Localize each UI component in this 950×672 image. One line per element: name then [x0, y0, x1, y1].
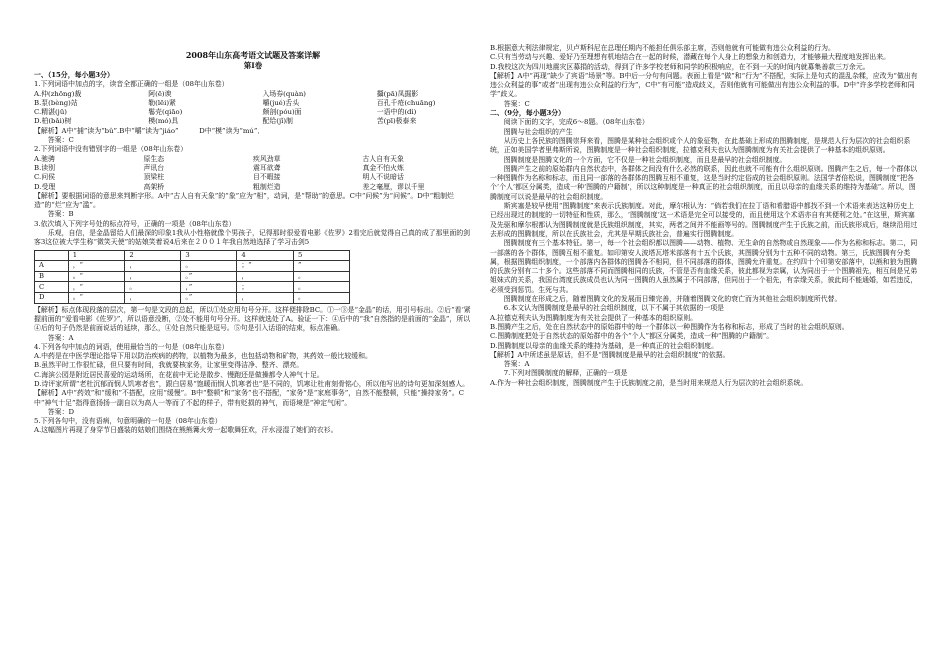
q2-option-b-4: 真金不怕火炼	[362, 163, 404, 172]
q2-option-a-2: 原生态	[143, 154, 165, 163]
q2-option-b-1: B.读别	[34, 163, 56, 172]
table-cell: ；	[237, 282, 294, 293]
q2-options-d	[34, 183, 472, 192]
passage-paragraph: 图腾制度是图腾文化的一个方面，它不仅是一种社会组织制度，而且是最早的社会组织制度。	[503, 155, 787, 164]
table-header-row	[35, 250, 350, 261]
q1-option-b-1: B.泵(bèng)站	[34, 98, 78, 107]
table-cell: 。	[181, 261, 237, 272]
table-header-cell: 5	[294, 250, 350, 261]
table-cell: C	[35, 282, 69, 293]
passage-paragraph: 图腾制度在形成之后，随着图腾文化的发展而日臻完善，并随着图腾文化的衰亡而为其他社会组织制度所代替。	[503, 295, 842, 304]
q3-punctuation-table	[34, 250, 350, 304]
table-cell: 。”	[181, 293, 237, 304]
table-row	[35, 293, 350, 304]
q1-option-b-3: 嚼(jué)舌头	[262, 98, 300, 107]
table-cell: 。	[294, 282, 350, 293]
q1-option-c-4: 一语中的(dì)	[376, 108, 417, 117]
table-cell: ，	[125, 271, 181, 282]
q2-option-c-1: C.问侯	[34, 173, 55, 182]
table-cell: ，	[125, 261, 181, 272]
q2-option-d-4: 差之毫厘，谬以千里	[362, 182, 425, 191]
table-cell: 。“	[68, 271, 125, 282]
volume-label: 第Ⅰ卷	[243, 61, 263, 70]
q3-analysis: 【解析】标点体现段落的层次，第一句是文段的总起，所以①处应用句号分开。这样便排除BC。①一③是“金晶”的话，用引号标出。②后“看‘紧握前面的“爱看电影《佐罗》”，所以语意没断，②处不能用句号分开。这样就选处了A。验证一下：④后中的“我”自然指的是前面的“金晶”，所以④后的句子仍然是前面说话的延续，那么，④处自然只能是逗号。⑤句是引入话语的结束，标点准确。	[34, 305, 471, 333]
table-cell: ，“	[68, 282, 125, 293]
q6-option-b: B.图腾产生之后，处在自然状态中的原始群中的每一个群体以一种图腾作为名称和标志，形成了当时的社会组织原则。	[490, 322, 849, 331]
section-2-title: 二、（9分，每小题3分）	[490, 109, 566, 118]
q4-option-c: C.海滨公园是附近居民喜爱的运动场所，在花前中无论是散步、慢跑还是做操都令人神气十足。	[34, 370, 324, 379]
q2-option-d-2: 高架桥	[143, 182, 165, 191]
q4-answer: 答案：D	[47, 407, 74, 416]
q1-stem: 1.下列词语中加点的字，读音全都正确的一组是（08年山东卷）	[34, 80, 229, 89]
q2-option-d-1: D.受理	[34, 182, 56, 191]
q2-options-b	[34, 164, 472, 173]
table-cell: 。	[294, 293, 350, 304]
q5-option-a: A.这幅图片再现了身穿节日盛装的姑娘们围绕在熊熊篝火旁一起歌舞狂欢，汗水浸湿了她们的衣衫。	[34, 426, 338, 435]
q7-stem: 7.下列对图腾制度的解释，正确的一项是	[503, 369, 628, 378]
table-header-cell: 3	[181, 250, 237, 261]
table-cell: ”	[294, 261, 350, 272]
table-cell: ，	[237, 293, 294, 304]
q4-option-a: A.中药是在中医学理论指导下用以防治疾病的药物，以植物为最多，也包括动物和矿物，其药效一般比较缓和。	[34, 352, 372, 361]
q6-analysis: 【解析】A中所述虽是原话，但不是“图腾制度是最早的社会组织制度”的依据。	[490, 350, 730, 359]
q5-option-d: D.我校这次为四川地震灾区募捐的活动，得到了许多学校老师和同学的积极响应，在不到一天的时间内就募集善款三万余元。	[490, 62, 870, 71]
q1-option-a-3: 入场券(quàn)	[262, 89, 306, 98]
table-cell: ，	[125, 293, 181, 304]
table-cell: ，“	[68, 261, 125, 272]
table-cell: ；“	[237, 261, 294, 272]
q2-options-a	[34, 155, 472, 164]
section-1-title: 一、（15分，每小题3分）	[34, 71, 114, 79]
q5-analysis: 【解析】A中“再现”缺少了宾语“场景”等。B中后一分句有问题。表面上看是“做”和“行为”不搭配，实际上是句式的混乱杂糅，应改为“做出有违公众利益的事”或者“出现有违公众利益的行为”，C中“有可能”造成歧义，否则他就有可能做出有违公众利益的事。D中“许多学校老师和同学”歧义。	[490, 71, 918, 99]
q5-answer: 答案：C	[503, 99, 530, 108]
passage-paragraph: 斯宾塞是较早使用“图腾制度”来表示氏族制度。对此，摩尔根认为：“倘若我们在拉丁语和希腊语中都找不到一个术语来表达这种历史上已经出现过的制度的一切特征和性质，那么，‘图腾制度’这一术语是完全可以接受的，而且使用这个术语亦自有其便利之处。”在这里，斯宾塞及先驱和摩尔根都认为图腾制度就是氏族组织制度，其实，两者之间并不能画等号的。图腾制度产生于氏族之前，而氏族形成后，继续沿用过去形成的图腾制度，所以在氏族社会，尤其是早期氏族社会，普遍实行图腾制度。	[490, 202, 918, 238]
table-cell: B	[35, 271, 69, 282]
q1-option-c-1: C.精湛(jū)	[34, 108, 67, 117]
q1-options-a	[34, 90, 472, 99]
passage-paragraph: 图腾产生之前的原始群内自然状态中，各群体之间没有什么必然的联系，因此也就不可能有什么组织原则。图腾产生之后，每一个群体以一种图腾作为名称和标志，而且同一部落的各群体的图腾互相不重复，这是当时约定俗成的社会组织原则。法国学者倍松说，图腾制度“把各个‘个人’都区分属类，造成一种‘图腾的户籍制’，所以这种制度是一种真正的社会组织制度，而且以母亲的血缘关系的维持为基础”。所以，图腾制度可以说是最早的社会组织制度。	[490, 164, 918, 201]
q4-option-d: D.诗评家所谓“老杜沉郁而悯人饥寒者也”，跟白居易“饱暖而悯人饥寒者也”是不同的，饥寒让杜甫刻骨铭心，所以他写出的诗句更加深刻感人。	[34, 379, 469, 388]
q6-option-a: A.拉德克利夫认为图腾制度为有关社会提供了一种基本的组织原则。	[490, 313, 697, 322]
q2-option-c-4: 明人不说暗话	[362, 173, 404, 182]
left-column	[34, 71, 472, 436]
q1-option-d-1: D.柏(bǎi)树	[34, 117, 72, 126]
table-row	[35, 282, 350, 293]
q1-option-b-4: 百孔千疮(chuāng)	[376, 98, 436, 107]
q2-option-a-1: A.驰骋	[34, 154, 55, 163]
q2-option-d-3: 粗制烂造	[253, 182, 281, 191]
page-title: 2008年山东高考语文试题及答案详解	[185, 50, 321, 60]
table-cell: ，”	[181, 282, 237, 293]
q4-stem: 4.下列各句中加点的词语，使用最恰当的一句是（08年山东卷）	[34, 342, 229, 351]
table-cell: 。”	[181, 271, 237, 282]
q5-option-b: B.根据意大利法律规定，贝卢斯科尼在总理任期内不能担任俱乐部主席，否则他就有可能做有违公众利益的行为。	[490, 44, 835, 52]
q1-option-a-1: A.仲(zhōng)裁	[34, 89, 82, 98]
table-row	[35, 271, 350, 282]
q1-option-d-4: 苦(pī)极泰来	[376, 117, 417, 126]
table-header-cell	[35, 250, 69, 261]
q1-option-c-2: 鬈壳(qiāo)	[148, 108, 183, 117]
q1-option-a-4: 攝(pā)凤掘影	[376, 89, 419, 98]
table-header-cell: 2	[125, 250, 181, 261]
section-2-intro: 阅读下面的文字，完成6～8题。（08年山东卷）	[503, 118, 649, 127]
q2-analysis: 【解析】要根据词语的意思来判断字形。A中“古人自有天象”的“象”应为“相”，动词，是“帮助”的意思。C中“问候”为“问候”。D中“粗制烂造”的“烂”应为“滥”。	[34, 191, 454, 210]
table-cell: A	[35, 261, 69, 272]
q7-option-a: A.作为一种社会组织制度，图腾制度产生于氏族制度之前，是当时用来规范人行为层次的社会组织系统。	[490, 378, 808, 387]
q2-option-c-3: 目不暇接	[253, 173, 281, 182]
table-cell: 。	[294, 271, 350, 282]
q6-option-c: C.图腾制度把处于自然状态的原始群中的各个“个人”都区分属类，造成一种“图腾的户籍制”。	[490, 332, 774, 341]
q1-option-d-3: 配给(jǐ)制	[262, 117, 293, 126]
q1-answer: 答案：C	[47, 136, 74, 145]
q1-option-c-3: 颇剖(póu)面	[262, 108, 302, 117]
q2-option-a-3: 疾风劲草	[253, 154, 281, 163]
q6-option-d: D.图腾制度以母亲的血缘关系的维持为基础，是一种真正的社会组织制度。	[490, 341, 718, 350]
q6-stem: 6.本文认为图腾制度是最早的社会组织制度，以下不属于其依据的一项是	[503, 304, 724, 313]
q5-option-c: C.只有当劳动与兴趣、爱好乃至理想有机地结合在一起的时候，潜藏在每个人身上的想象力和创造力，才能够最大程度地发挥出来。	[490, 53, 890, 62]
table-row	[35, 261, 350, 272]
q4-option-b: B.虽然平时工作很忙碌，但只要有时间，我就要核家务，让家里变得洁净、整齐、漂亮。	[34, 361, 304, 370]
q2-option-b-2: 声讯台	[143, 163, 165, 172]
table-cell: D	[35, 293, 69, 304]
q3-stem: 3.依次填入下列字号处的标点符号，正确的一项是（08年山东卷）	[34, 219, 236, 228]
q1-option-a-2: 阿(ē)谀	[148, 89, 172, 98]
q3-passage: 乐观，自信，是金晶留给人们最深的印象1我从小性格就像个男孩子，记得那时很爱看电影《佐罗》2看完后就觉得自己真的成了那里面的剑客3这位被大学生称“微笑天使”的姑娘笑着说4后来在２００１年我自然地选择了学习击剑5	[34, 229, 470, 247]
table-cell: 。	[125, 282, 181, 293]
q4-analysis: 【解析】A中“药效”和“缓和”不搭配，应用“缓慢”。B中“整顿”和“家务”也不搭配，“家务”是“家庭事务”，自然不能整顿，只能“操持家务”。C中“神气十足”指得意扬扬一副自以为高人一等而了不起的样子，带有贬损的神气，而语境是“神定气闲”。	[34, 389, 464, 407]
right-column	[490, 44, 920, 388]
q1-option-d-2: 模(mó)具	[148, 117, 179, 126]
passage-paragraph: 从历史上各民族的图腾崇拜来看，图腾是某种社会组织或个人的象征物，在此基础上形成的图腾制度，是规范人行为层次的社会组织系统，正如美国学者里弗斯所说，图腾制度是一种社会组织制度，拉德克利夫也认为图腾制度为有关社会提供了一种基本的组织原则。	[490, 136, 911, 155]
table-cell: 。“	[68, 293, 125, 304]
q6-answer: 答案：A	[503, 360, 530, 369]
q2-option-c-2: 顶梁柱	[143, 173, 165, 182]
q2-options-c	[34, 173, 472, 182]
table-header-cell: 1	[68, 250, 125, 261]
q5-stem: 5.下列各句中，没有语病，句意明确的一句是（08年山东卷）	[34, 417, 222, 426]
q1-options-d	[34, 117, 472, 126]
q2-stem: 2.下列词语中没有错别字的一组是（08年山东卷）	[34, 145, 188, 154]
q1-analysis: 【解析】A中“捕”读为“bǔ”.B中“嚼”读为“jiáo” D中“模”读为“mú”．	[34, 126, 265, 135]
q1-option-b-2: 勒(lēi)紧	[148, 98, 176, 107]
table-header-cell: 4	[237, 250, 294, 261]
passage-title: 图腾与社会组织的产生	[503, 127, 573, 136]
q2-option-b-3: 震耳欲聋	[253, 163, 281, 172]
table-cell: ，	[237, 271, 294, 282]
q2-option-a-4: 古人自有天象	[362, 154, 404, 163]
passage-paragraph: 图腾制度有三个基本特征。第一，每一个社会组织都以图腾——动物、植物、无生命的自然物或自然现象——作为名称和标志。第二，同一部落的各个群体，图腾互相不重复。如印第安人波塔瓦塔米部落有十五个氏族，其图腾分别为十五种不同的动物。第三，氏族图腾有分类属，根据图腾组织制度，一个部落内各群体的图腾各不相同，但不同部落的群体，图腾允许重复。在约四十个印第安部落中，以熊和狼为图腾的氏族分别有二十多个。这些部落不同而图腾相同的氏族，不管是否有血缘关系，彼此都视为亲属，认为同出于一个图腾祖先，相互间是兄弟姐妹式的关系，我国台湾度氏族成员也认为同一图腾的人虽然属于不同部落，但同出于一个祖先，有亲缘关系，彼此间不能通婚，如若违反，必须受到惩罚。生死与共。	[490, 239, 918, 294]
q1-options-b	[34, 99, 472, 108]
q2-answer: 答案：B	[47, 210, 74, 219]
q3-answer: 答案：A	[47, 333, 74, 342]
